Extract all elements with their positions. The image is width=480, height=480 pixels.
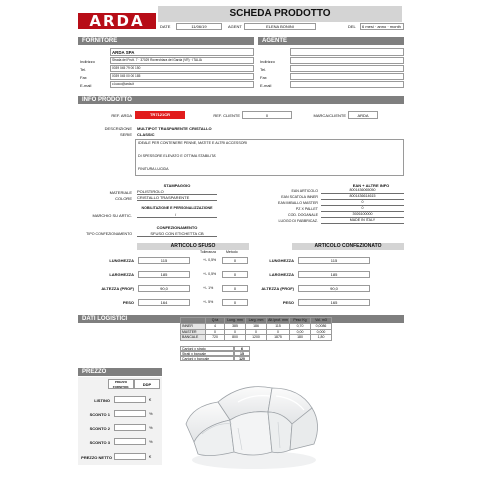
fornitore-tel-label: Tel. [80, 67, 87, 72]
ean-value: 0 [321, 206, 404, 212]
agente-name [290, 48, 404, 56]
fornitore-email: c.lucco@arda.it [110, 81, 254, 88]
stampaggio-heading: STAMPAGGIO [163, 183, 191, 188]
tolleranza-label: Tolleranza [200, 250, 216, 254]
sconto-field[interactable] [114, 438, 146, 445]
agente-tel [290, 65, 404, 72]
logistics-cell: 800 [225, 335, 246, 341]
sfuso-metodo: 0 [222, 299, 248, 306]
ean-label: LUOGO DI FABBRICAZ. [278, 219, 318, 223]
sconto-unit: % [149, 439, 153, 444]
logistics-header-cell: Larg. mm [246, 318, 267, 324]
date-label: DATE [160, 24, 171, 29]
delivery-label: DEL [348, 24, 356, 29]
logistics-header-cell: Q.tà [206, 318, 225, 324]
date-field: 11/06/19 [176, 23, 222, 30]
ref-arda-label: REF. ARDA [111, 113, 132, 118]
ean-label: EAN SCATOLA INNER [281, 195, 318, 199]
delivery-field: 6 mesi · anno · month [360, 23, 404, 30]
materiale-value: POLISTIROLO [137, 189, 217, 195]
ean-label: PZ X PALLET [295, 207, 318, 211]
logistics-cell: 4 [206, 324, 225, 330]
sfuso-value: 185 [138, 271, 190, 278]
articolo-confezionato-heading: ARTICOLO CONFEZIONATO [292, 243, 404, 250]
marca-value: ARDA [348, 111, 378, 119]
description-line-3: FINITURA LUCIDA [138, 167, 169, 171]
description-line-2: DI SPESSORE ELEVATO E OTTIMA STABILITA' [138, 154, 217, 158]
tipo-conf-value: SFUSO CON ETICHETTA CB [137, 231, 217, 237]
marca-label: MARCA/CLIENTE [313, 113, 346, 118]
sconto-label: SCONTO 3 [89, 440, 110, 445]
agente-email-label: E-mail [260, 83, 272, 88]
confezionato-label: LARGHEZZA [269, 272, 294, 277]
confezionato-value: 185 [298, 271, 370, 278]
logistics-row-label: INNER [181, 324, 206, 330]
colore-label: COLORE [115, 196, 132, 201]
logistics-extra-value: 15 [234, 351, 250, 356]
articolo-sfuso-heading: ARTICOLO SFUSO [137, 243, 249, 250]
prezzo-tipo-label: PREZZO FORNITOR. [108, 379, 134, 389]
logistics-cell: 0 [206, 329, 225, 335]
sfuso-value: 164 [138, 299, 190, 306]
marchio-label: MARCHIO SU ARTIC. [92, 213, 132, 218]
agente-address-label: Indirizzo [260, 59, 275, 64]
listino-label: LISTINO [94, 398, 110, 403]
logistics-extra-value: 120 [234, 356, 250, 361]
logistics-table [180, 317, 332, 341]
ean-label: EAN ARTICOLO [291, 189, 318, 193]
fornitore-fax-label: Fax [80, 75, 87, 80]
agente-email [290, 81, 404, 88]
fornitore-tel: 0039 045 79 00 150 [110, 65, 254, 72]
ean-value: 8001436065050 [321, 188, 404, 194]
sconto-unit: % [149, 425, 153, 430]
prezzo-netto-unit: € [149, 454, 152, 459]
agente-tel-label: Tel. [260, 67, 267, 72]
sconto-unit: % [149, 411, 153, 416]
prezzo-netto-label: PREZZO NETTO [81, 455, 112, 460]
confezionato-value: 90,0 [298, 285, 370, 292]
logistics-cell: 385 [225, 324, 246, 330]
title-box [158, 6, 402, 22]
confezionamento-heading: CONFEZIONAMENTO [156, 225, 198, 230]
fornitore-address-label: Indirizzo [80, 59, 95, 64]
logistics-cell: 180 [290, 335, 311, 341]
agent-field: ELENA BONINI [244, 23, 316, 30]
sfuso-value: 115 [138, 257, 190, 264]
logistics-extra-label: Strati x bancale [180, 351, 234, 356]
logistics-extra-label: Cartoni x strato [180, 346, 234, 351]
confezionato-value: 165 [298, 299, 370, 306]
serie-value: CLASSIC [137, 132, 155, 137]
logistics-cell: 1,80 [311, 335, 332, 341]
logistics-extra-value: 6 [234, 346, 250, 351]
listino-unit: € [149, 397, 152, 402]
sconto-label: SCONTO 2 [89, 426, 110, 431]
logistics-header-cell: Vol. m3 [311, 318, 332, 324]
agente-heading: AGENTE [258, 37, 404, 45]
logistics-cell: 186 [246, 324, 267, 330]
logistics-row-label: BANCALE [181, 335, 206, 341]
fornitore-heading: FORNITORE [78, 37, 254, 45]
logistics-cell: 0 [246, 329, 267, 335]
colore-value: CRISTALLO TRASPARENTE [137, 195, 217, 201]
product-photo [172, 372, 332, 472]
logistics-cell: 720 [206, 335, 225, 341]
ref-cliente-label: REF. CLIENTE [213, 113, 240, 118]
prezzo-panel [78, 377, 162, 465]
logistics-cell: 0,000 [311, 329, 332, 335]
logistics-extra-label: Cartoni x bancale [180, 356, 234, 361]
sconto-field[interactable] [114, 410, 146, 417]
sconto-label: SCONTO 1 [89, 412, 110, 417]
listino-field[interactable] [114, 396, 146, 403]
descrizione-label: DESCRIZIONE [104, 126, 132, 131]
serie-label: SERIE [119, 132, 132, 137]
descrizione-value: MULTIPOT TRASPARENTE CRISTALLO [137, 126, 212, 131]
materiale-label: MATERIALE [109, 190, 132, 195]
ean-label: COD. DOGANALE [288, 213, 318, 217]
info-prodotto-heading: INFO PRODOTTO [78, 96, 404, 104]
prezzo-netto-field[interactable] [114, 453, 146, 460]
logistics-cell: 1875 [267, 335, 290, 341]
sfuso-metodo: 0 [222, 271, 248, 278]
sfuso-metodo: 0 [222, 285, 248, 292]
logistics-cell: 0,0086 [311, 324, 332, 330]
ean-label: EAN IMBALLO MASTER [278, 201, 318, 205]
confezionato-label: ALTEZZA (PROF) [261, 286, 294, 291]
marchio-value: / [137, 212, 217, 218]
metodo-label: Metodo [226, 250, 238, 254]
ref-cliente-value: 0 [242, 111, 292, 119]
sfuso-metodo: 0 [222, 257, 248, 264]
fornitore-name: ARDA SPA [110, 48, 254, 56]
ean-value: MADE IN ITALY [321, 218, 404, 224]
nobilitazione-heading: NOBILITAZIONE E PERSONALIZZAZIONE [141, 206, 213, 210]
sconto-field[interactable] [114, 424, 146, 431]
ean-value: 8001436614615 [321, 194, 404, 200]
fornitore-email-label: E-mail [80, 83, 92, 88]
agente-fax-label: Fax [260, 75, 267, 80]
logistics-cell: 115 [267, 324, 290, 330]
sfuso-label: PESO [122, 300, 134, 305]
logistics-row [181, 335, 332, 341]
logistics-header-cell: Peso Kg [290, 318, 311, 324]
logistics-cell: 1200 [246, 335, 267, 341]
sfuso-tolerance: +/- 0,5% [203, 258, 217, 262]
logistics-header-cell: Lung. mm [225, 318, 246, 324]
sfuso-value: 90,0 [138, 285, 190, 292]
agente-address [290, 57, 404, 64]
logistics-table-wrap [180, 317, 332, 341]
sfuso-label: LARGHEZZA [109, 272, 134, 277]
logistics-cell: 0,70 [290, 324, 311, 330]
fornitore-fax: 0039 045 00 00 185 [110, 73, 254, 80]
dati-logistici-heading: DATI LOGISTICI [78, 315, 404, 323]
fornitore-address: Strada del Frutt. 7 · 37029 Roverchiara del Garda (VR) · ITALIA [110, 57, 254, 64]
sfuso-label: LUNGHEZZA [109, 258, 134, 263]
confezionato-label: PESO [282, 300, 294, 305]
sfuso-tolerance: +/- 0,5% [203, 272, 217, 276]
prezzo-tipo-value: DDP [134, 379, 160, 389]
tipo-conf-label: TIPO CONFEZIONAMENTO [86, 232, 132, 236]
ean-value: 3926100000 [321, 212, 404, 218]
page-title: SCHEDA PRODOTTO [229, 8, 331, 19]
logistics-header-cell: Alt./prof. mm [268, 318, 288, 323]
confezionato-value: 115 [298, 257, 370, 264]
logistics-cell: 0 [267, 329, 290, 335]
ean-heading: EAN + ALTRE INFO [352, 183, 390, 188]
description-line-1: IDEALE PER CONTENERE PENNE, MATITE E ALTRI ACCESSORI [138, 141, 248, 145]
ean-value: 0 [321, 200, 404, 206]
logistics-cell: 0,00 [290, 329, 311, 335]
prezzo-heading: PREZZO [78, 368, 162, 376]
logistics-cell: 0 [225, 329, 246, 335]
arda-logo: ARDA [78, 13, 156, 29]
confezionato-label: LUNGHEZZA [269, 258, 294, 263]
ref-arda-value: TR7121CR [135, 111, 185, 119]
logistics-row-label: MASTER [181, 329, 206, 335]
agente-fax [290, 73, 404, 80]
sfuso-tolerance: +/- 5% [203, 300, 214, 304]
sfuso-tolerance: +/- 1% [203, 286, 214, 290]
agent-label: AGENT [228, 24, 242, 29]
sfuso-label: ALTEZZA (PROF) [101, 286, 134, 291]
